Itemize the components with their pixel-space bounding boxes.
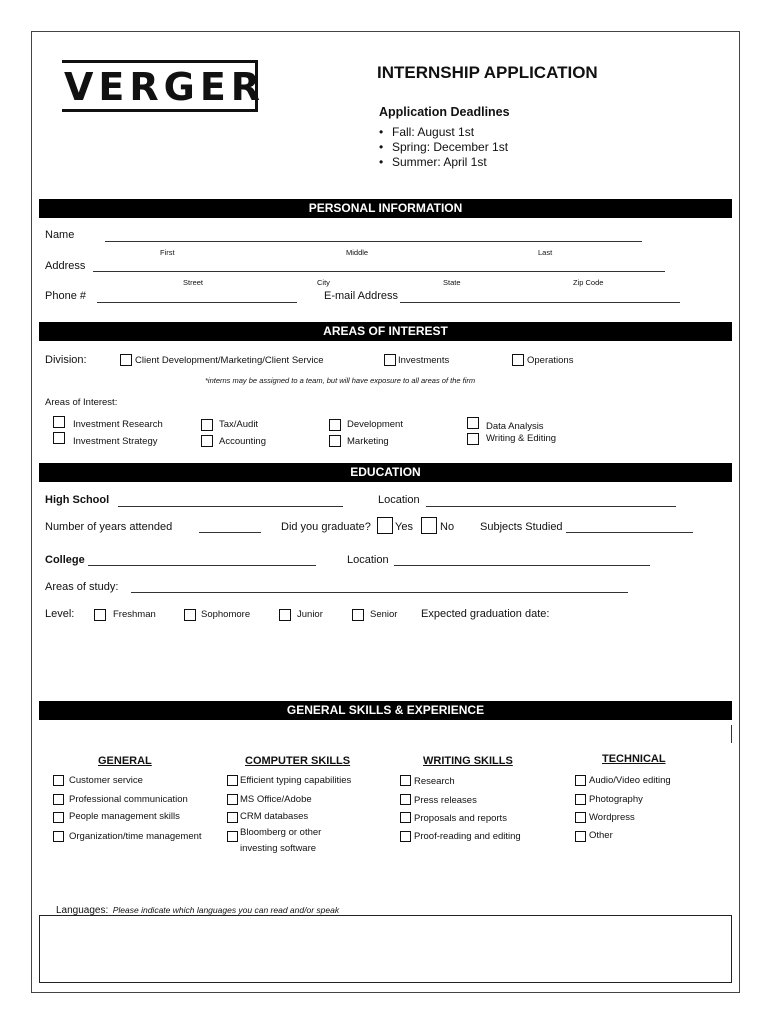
computer-ms-office-checkbox[interactable] (227, 794, 238, 805)
level-junior-label: Junior (297, 609, 323, 620)
area-writing-editing-checkbox[interactable] (467, 433, 479, 445)
areas-of-interest-label: Areas of Interest: (45, 397, 118, 408)
level-sophomore-label: Sophomore (201, 609, 251, 620)
writing-research-checkbox[interactable] (400, 775, 411, 786)
level-label: Level: (45, 608, 75, 620)
level-senior-label: Senior (370, 609, 398, 620)
form-page (31, 31, 740, 993)
technical-photography-checkbox[interactable] (575, 794, 586, 805)
languages-hint: Please indicate which languages you can read and/or speak (112, 905, 340, 915)
city-label: City (317, 278, 330, 287)
deadline-fall: • Fall: August 1st (379, 125, 508, 140)
section-education-bar: EDUCATION (39, 463, 732, 482)
area-tax-audit-checkbox[interactable] (201, 419, 213, 431)
section-interest-bar: AREAS OF INTEREST (39, 322, 732, 341)
area-accounting-label: Accounting (219, 436, 267, 447)
email-label: E-mail Address (324, 290, 398, 302)
technical-other-checkbox[interactable] (575, 831, 586, 842)
college-label: College (45, 554, 85, 566)
skills-writing-head: WRITING SKILLS (423, 755, 513, 767)
general-people-management-label: People management skills (69, 811, 180, 822)
page-title: INTERNSHIP APPLICATION (377, 63, 598, 82)
subjects-studied-field[interactable] (566, 532, 693, 533)
general-professional-communication-checkbox[interactable] (53, 794, 64, 805)
computer-bloomberg-label-line2: investing software (240, 843, 317, 854)
high-school-location-field[interactable] (426, 506, 676, 507)
area-marketing-label: Marketing (347, 436, 389, 447)
state-label: State (443, 278, 461, 287)
computer-crm-checkbox[interactable] (227, 812, 238, 823)
level-freshman-label: Freshman (113, 609, 156, 620)
address-field[interactable] (93, 271, 665, 272)
technical-photography-label: Photography (589, 794, 643, 805)
area-development-checkbox[interactable] (329, 419, 341, 431)
street-label: Street (183, 278, 204, 287)
division-investments-checkbox[interactable] (384, 354, 396, 366)
computer-bloomberg-label: Bloomberg or other (240, 827, 322, 838)
writing-research-label: Research (414, 776, 455, 787)
text-cursor-mark (731, 725, 732, 743)
technical-wordpress-label: Wordpress (589, 812, 635, 823)
deadline-summer: • Summer: April 1st (379, 155, 508, 170)
division-client-checkbox[interactable] (120, 354, 132, 366)
languages-textbox[interactable] (39, 915, 732, 983)
high-school-label: High School (45, 494, 110, 506)
writing-proofreading-label: Proof-reading and editing (414, 831, 521, 842)
area-investment-strategy-checkbox[interactable] (53, 432, 65, 444)
general-people-management-checkbox[interactable] (53, 812, 64, 823)
college-location-label: Location (347, 554, 389, 566)
graduate-label: Did you graduate? (281, 521, 371, 533)
first-label: First (160, 248, 175, 257)
computer-crm-label: CRM databases (240, 811, 309, 822)
section-personal-bar: PERSONAL INFORMATION (39, 199, 732, 218)
college-field[interactable] (88, 565, 316, 566)
name-field[interactable] (105, 241, 642, 242)
writing-proposals-label: Proposals and reports (414, 813, 507, 824)
area-marketing-checkbox[interactable] (329, 435, 341, 447)
subjects-studied-label: Subjects Studied (480, 521, 563, 533)
phone-label: Phone # (45, 290, 86, 302)
graduate-yes-label: Yes (395, 521, 413, 533)
graduate-no-checkbox[interactable] (421, 517, 437, 534)
college-location-field[interactable] (394, 565, 650, 566)
technical-other-label: Other (589, 830, 613, 841)
high-school-location-label: Location (378, 494, 420, 506)
logo-text: VERGER (64, 65, 266, 109)
division-client-label: Client Development/Marketing/Client Service (135, 355, 324, 366)
area-investment-research-label: Investment Research (73, 419, 163, 430)
graduate-yes-checkbox[interactable] (377, 517, 393, 534)
skills-technical-head: TECHNICAL (602, 753, 666, 765)
division-investments-label: Investments (398, 355, 450, 366)
general-professional-communication-label: Professional communication (69, 794, 188, 805)
skills-general-head: GENERAL (98, 755, 152, 767)
technical-audio-video-checkbox[interactable] (575, 775, 586, 786)
areas-of-study-label: Areas of study: (45, 581, 119, 593)
address-label: Address (45, 260, 86, 272)
area-data-analysis-checkbox[interactable] (467, 417, 479, 429)
name-label: Name (45, 229, 75, 241)
deadlines-title: Application Deadlines (379, 105, 510, 119)
general-customer-service-label: Customer service (69, 775, 143, 786)
division-operations-checkbox[interactable] (512, 354, 524, 366)
area-tax-audit-label: Tax/Audit (219, 419, 259, 430)
computer-typing-checkbox[interactable] (227, 775, 238, 786)
division-label: Division: (45, 354, 87, 366)
writing-proposals-checkbox[interactable] (400, 812, 411, 823)
section-skills-bar: GENERAL SKILLS & EXPERIENCE (39, 701, 732, 720)
skills-computer-head: COMPUTER SKILLS (245, 755, 351, 767)
area-accounting-checkbox[interactable] (201, 435, 213, 447)
verger-logo (62, 60, 266, 112)
level-junior-checkbox[interactable] (279, 609, 291, 621)
writing-proofreading-checkbox[interactable] (400, 831, 411, 842)
writing-press-releases-checkbox[interactable] (400, 794, 411, 805)
zip-label: Zip Code (573, 278, 604, 287)
last-label: Last (538, 248, 553, 257)
phone-field[interactable] (97, 302, 297, 303)
division-operations-label: Operations (527, 355, 574, 366)
level-sophomore-checkbox[interactable] (184, 609, 196, 621)
level-senior-checkbox[interactable] (352, 609, 364, 621)
level-freshman-checkbox[interactable] (94, 609, 106, 621)
area-investment-strategy-label: Investment Strategy (73, 436, 158, 447)
area-data-analysis-label: Data Analysis (486, 421, 544, 432)
languages-label: Languages: (56, 905, 109, 916)
division-note: *interns may be assigned to a team, but will have exposure to all areas of the firm (205, 376, 476, 385)
general-organization-label: Organization/time management (69, 831, 202, 842)
high-school-field[interactable] (118, 506, 343, 507)
computer-bloomberg-checkbox[interactable] (227, 831, 238, 842)
technical-audio-video-label: Audio/Video editing (589, 775, 671, 786)
deadlines-list (379, 125, 508, 170)
middle-label: Middle (346, 248, 369, 257)
area-writing-editing-label: Writing & Editing (486, 433, 557, 444)
technical-wordpress-checkbox[interactable] (575, 812, 586, 823)
computer-typing-label: Efficient typing capabilities (240, 775, 352, 786)
areas-of-study-field[interactable] (131, 592, 628, 593)
deadline-spring: • Spring: December 1st (379, 140, 508, 155)
general-organization-checkbox[interactable] (53, 831, 64, 842)
graduate-no-label: No (440, 521, 455, 533)
computer-ms-office-label: MS Office/Adobe (240, 794, 312, 805)
years-attended-label: Number of years attended (45, 521, 173, 533)
area-investment-research-checkbox[interactable] (53, 416, 65, 428)
area-development-label: Development (347, 419, 403, 430)
years-attended-field[interactable] (199, 532, 261, 533)
writing-press-releases-label: Press releases (414, 795, 477, 806)
graduation-date-label: Expected graduation date: (421, 608, 550, 620)
email-field[interactable] (400, 302, 680, 303)
general-customer-service-checkbox[interactable] (53, 775, 64, 786)
